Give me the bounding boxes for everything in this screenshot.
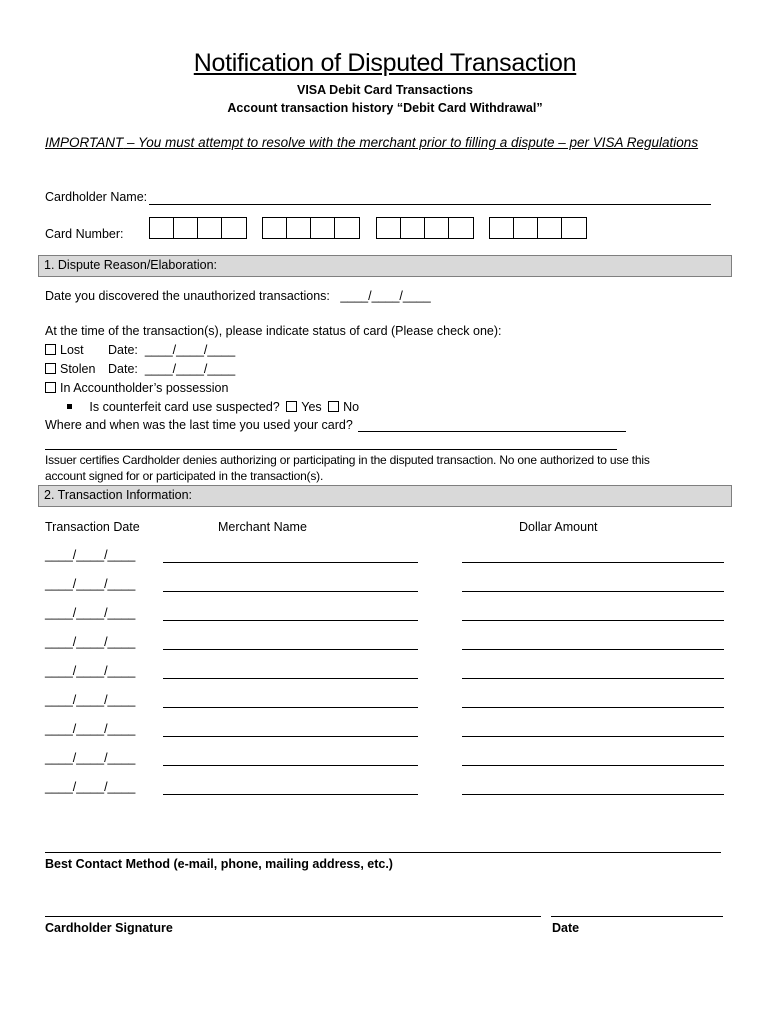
transaction-date-field[interactable]: ____/____/____ — [45, 693, 136, 707]
transaction-date-field[interactable]: ____/____/____ — [45, 577, 136, 591]
card-digit-box[interactable] — [174, 218, 198, 238]
transaction-date-field[interactable]: ____/____/____ — [45, 635, 136, 649]
last-used-field[interactable] — [358, 431, 626, 432]
card-digit-box[interactable] — [222, 218, 246, 238]
merchant-name-field[interactable] — [163, 562, 418, 563]
subtitle-account-history: Account transaction history “Debit Card Withdrawal” — [227, 101, 543, 115]
dollar-amount-field[interactable] — [462, 678, 724, 679]
card-digit-box[interactable] — [490, 218, 514, 238]
card-number-group-3[interactable] — [376, 217, 474, 239]
card-number-group-2[interactable] — [262, 217, 360, 239]
card-digit-box[interactable] — [401, 218, 425, 238]
checkbox-icon[interactable] — [45, 344, 56, 355]
transaction-date-field[interactable]: ____/____/____ — [45, 780, 136, 794]
important-notice — [45, 135, 698, 150]
merchant-name-field[interactable] — [163, 794, 418, 795]
card-digit-box[interactable] — [377, 218, 401, 238]
important-text: – You must attempt to resolve with the merchant prior to filling a dispute – per VISA Regulations — [123, 135, 699, 150]
date-discovered-label: Date you discovered the unauthorized transactions: ____/____/____ — [45, 289, 431, 303]
option-stolen[interactable]: Stolen — [45, 362, 95, 376]
option-possession[interactable]: In Accountholder’s possession — [45, 381, 228, 395]
lost-date: Date: ____/____/____ — [108, 343, 236, 357]
lost-date-field[interactable]: ____/____/____ — [144, 343, 236, 357]
cardholder-name-field[interactable] — [149, 204, 711, 205]
dollar-amount-field[interactable] — [462, 562, 724, 563]
signature-field[interactable] — [45, 916, 541, 917]
card-status-prompt: At the time of the transaction(s), please indicate status of card (Please check one): — [45, 324, 502, 338]
card-digit-box[interactable] — [198, 218, 222, 238]
card-number-group-1[interactable] — [149, 217, 247, 239]
contact-method-field[interactable] — [45, 852, 721, 853]
date-discovered-field[interactable]: ____/____/____ — [340, 289, 431, 303]
last-used-field-continued[interactable] — [45, 449, 617, 450]
certification-line-2: account signed for or participated in the transaction(s). — [45, 469, 324, 483]
section-transaction-info — [38, 485, 732, 507]
checkbox-icon[interactable] — [328, 401, 339, 412]
col-merchant-name: Merchant Name — [218, 520, 307, 534]
card-digit-box[interactable] — [311, 218, 335, 238]
signature-date-field[interactable] — [551, 916, 723, 917]
counterfeit-question: Is counterfeit card use suspected? Yes No — [67, 400, 359, 414]
merchant-name-field[interactable] — [163, 591, 418, 592]
merchant-name-field[interactable] — [163, 707, 418, 708]
merchant-name-field[interactable] — [163, 620, 418, 621]
stolen-date-field[interactable]: ____/____/____ — [144, 362, 236, 376]
card-number-group-4[interactable] — [489, 217, 587, 239]
dollar-amount-field[interactable] — [462, 736, 724, 737]
transaction-date-field[interactable]: ____/____/____ — [45, 664, 136, 678]
cardholder-name-label: Cardholder Name: — [45, 190, 148, 204]
yes-option[interactable]: Yes — [301, 400, 322, 414]
card-digit-box[interactable] — [538, 218, 562, 238]
checkbox-icon[interactable] — [45, 363, 56, 374]
col-transaction-date: Transaction Date — [45, 520, 140, 534]
dollar-amount-field[interactable] — [462, 707, 724, 708]
dollar-amount-field[interactable] — [462, 649, 724, 650]
last-used-label: Where and when was the last time you used your card? — [45, 418, 353, 432]
card-digit-box[interactable] — [263, 218, 287, 238]
section-dispute-reason — [38, 255, 732, 277]
transaction-date-field[interactable]: ____/____/____ — [45, 548, 136, 562]
option-lost[interactable]: Lost — [45, 343, 84, 357]
card-digit-box[interactable] — [287, 218, 311, 238]
page-title: Notification of Disputed Transaction — [193, 49, 577, 77]
transaction-date-field[interactable]: ____/____/____ — [45, 751, 136, 765]
checkbox-icon[interactable] — [45, 382, 56, 393]
card-digit-box[interactable] — [425, 218, 449, 238]
important-label: IMPORTANT — [45, 135, 124, 150]
card-number-label: Card Number: — [45, 227, 124, 241]
dollar-amount-field[interactable] — [462, 765, 724, 766]
merchant-name-field[interactable] — [163, 678, 418, 679]
card-digit-box[interactable] — [150, 218, 174, 238]
certification-statement — [45, 453, 650, 483]
contact-method-label: Best Contact Method (e-mail, phone, mailing address, etc.) — [45, 857, 393, 871]
certification-line-1: Issuer certifies Cardholder denies authorizing or participating in the disputed transaction. No one authorized to use this — [45, 453, 650, 467]
checkbox-icon[interactable] — [286, 401, 297, 412]
transaction-date-field[interactable]: ____/____/____ — [45, 606, 136, 620]
merchant-name-field[interactable] — [163, 736, 418, 737]
dollar-amount-field[interactable] — [462, 620, 724, 621]
card-digit-box[interactable] — [335, 218, 359, 238]
col-dollar-amount: Dollar Amount — [519, 520, 598, 534]
card-digit-box[interactable] — [449, 218, 473, 238]
stolen-date: Date: ____/____/____ — [108, 362, 236, 376]
dollar-amount-field[interactable] — [462, 591, 724, 592]
section-heading: 2. Transaction Information: — [44, 488, 192, 502]
transaction-date-field[interactable]: ____/____/____ — [45, 722, 136, 736]
no-option[interactable]: No — [343, 400, 360, 414]
merchant-name-field[interactable] — [163, 765, 418, 766]
card-digit-box[interactable] — [562, 218, 586, 238]
bullet-icon — [67, 404, 72, 409]
section-heading: 1. Dispute Reason/Elaboration: — [44, 258, 218, 272]
card-digit-box[interactable] — [514, 218, 538, 238]
dollar-amount-field[interactable] — [462, 794, 724, 795]
signature-label: Cardholder Signature — [45, 921, 173, 935]
signature-date-label: Date — [552, 921, 580, 935]
merchant-name-field[interactable] — [163, 649, 418, 650]
subtitle-visa: VISA Debit Card Transactions — [297, 83, 473, 97]
